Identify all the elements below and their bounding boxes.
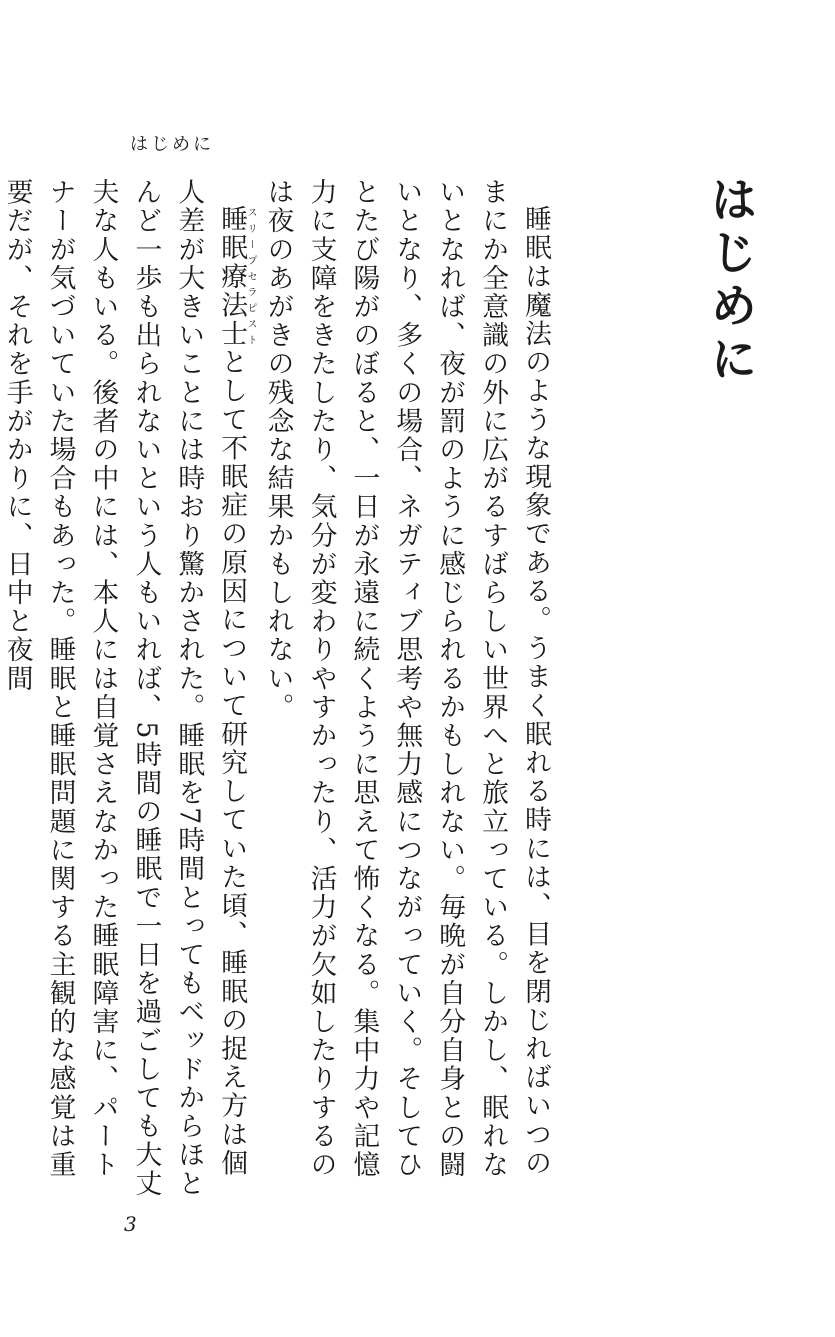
- ruby-base: 睡眠療法士: [216, 204, 248, 348]
- ruby-term: [216, 204, 257, 348]
- running-header: はじめに: [130, 134, 214, 155]
- paragraph-2: [0, 178, 256, 1198]
- paragraph-2-text: として不眠症の原因について研究していた頃、睡眠の捉え方は個人差が大きいことには時おり驚かされた。睡眠を7時間とってもベッドからほとんど一歩も出られないという人もいれば、5時間の睡眠で一日を過ごしても大丈夫な人もいる。後者の中には、本人には自覚さえなかった睡眠障害に、パートナーが気づいていた場合もあった。睡眠と睡眠問題に関する主観的な感覚は重要だが、それを手がかりに、日中と夜間: [1, 178, 248, 1198]
- ruby-reading: スリープセラピスト: [245, 204, 257, 348]
- chapter-title: はじめに: [702, 175, 758, 387]
- body-text: [1, 178, 556, 1198]
- page-number: 3: [124, 1212, 137, 1236]
- paragraph-1: 睡眠は魔法のような現象である。うまく眠れる時には、目を閉じればいつのまにか全意識の外に広がるすばらしい世界へと旅立っている。しかし、眠れないとなれば、夜が罰のように感じられるかもしれない。毎晩が自分自身との闘いとなり、多くの場合、ネガティブ思考や無力感につながっていく。そしてひとたび陽がのぼると、一日が永遠に続くように思えて怖くなる。集中力や記憶力に支障をきたしたり、気分が変わりやすかったり、活力が欠如したりするのは夜のあがきの残念な結果かもしれない。: [262, 178, 551, 1179]
